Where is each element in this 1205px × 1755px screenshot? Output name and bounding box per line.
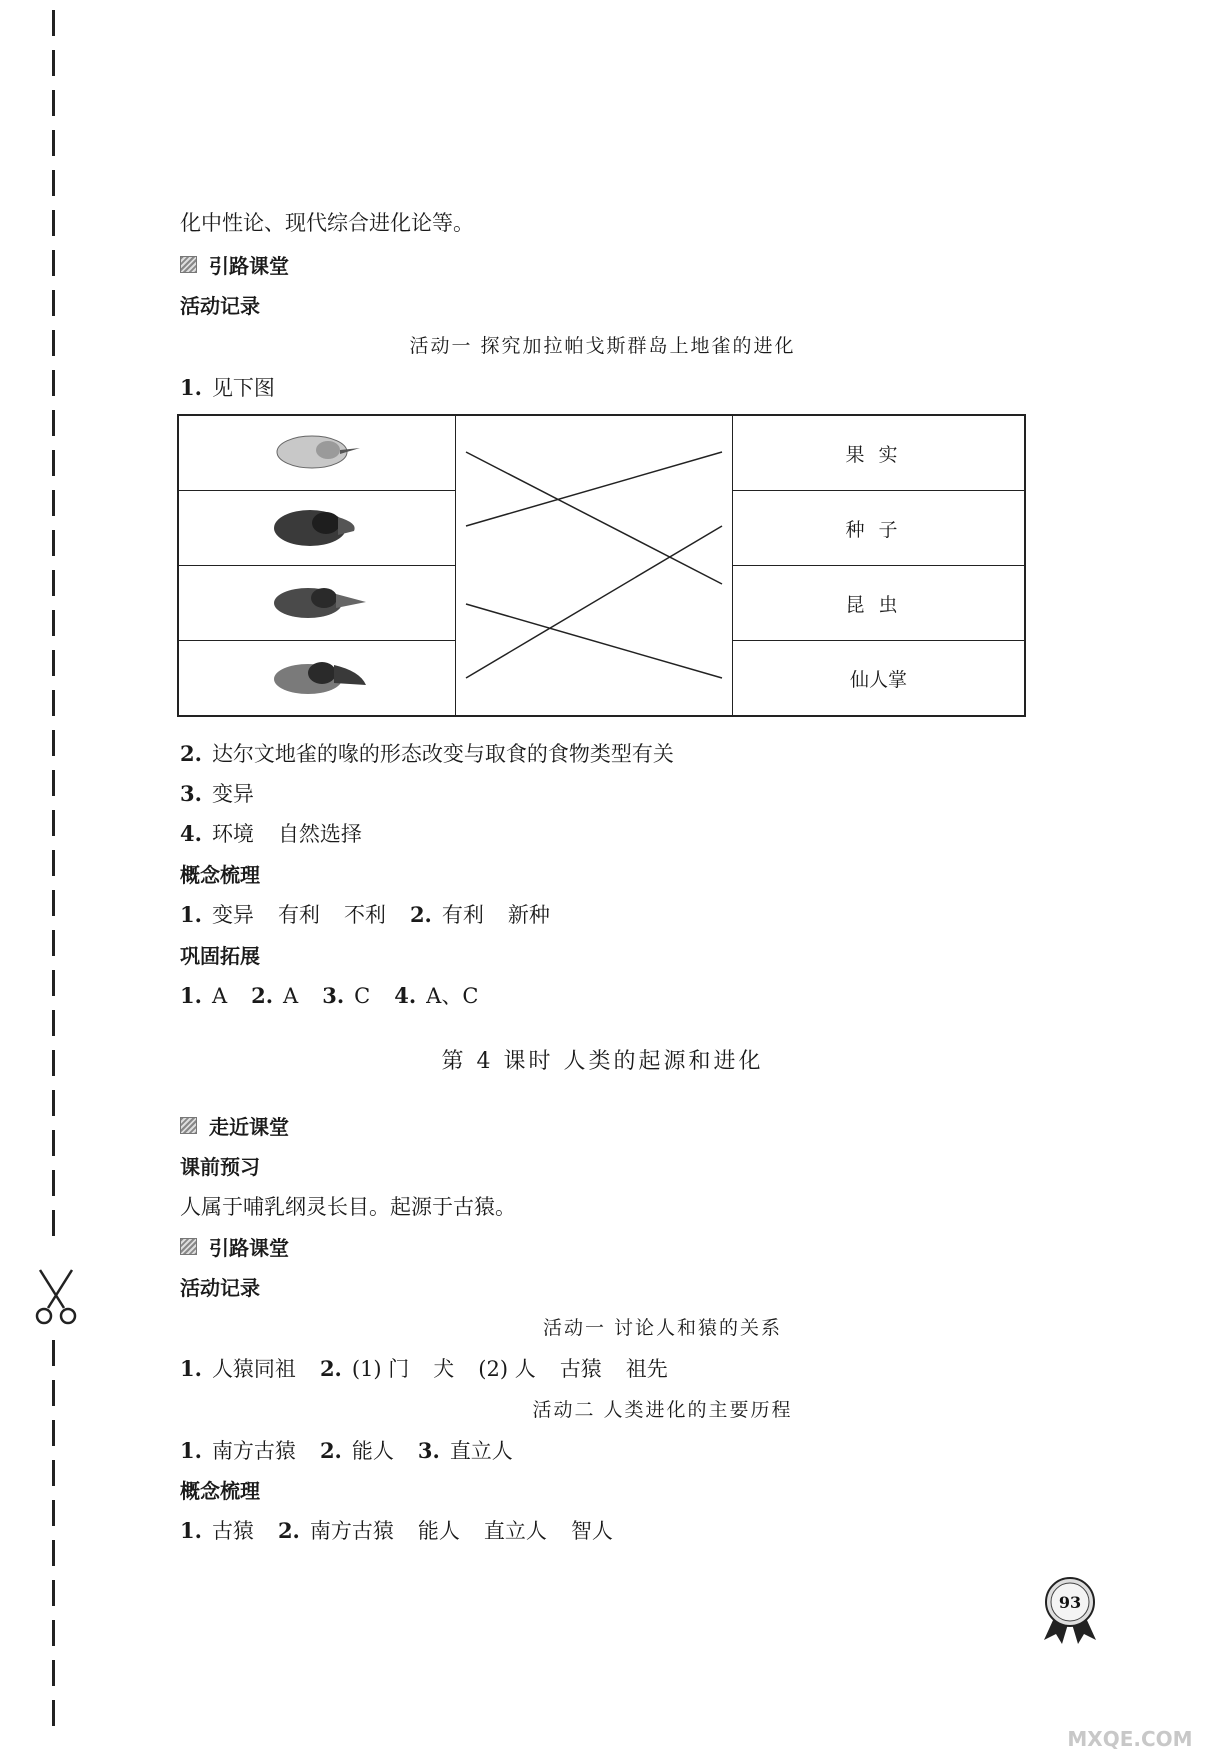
sub-header-activity-record: 活动记录 bbox=[180, 294, 260, 318]
food-cell: 种子 bbox=[733, 491, 1026, 566]
consolidate-answers bbox=[180, 980, 478, 1010]
page-number-badge bbox=[1040, 1574, 1100, 1644]
lesson-title: 第 4 课时 人类的起源和进化 bbox=[441, 1049, 764, 1074]
activity1-answers bbox=[180, 1353, 668, 1383]
answer-text: 自然选择 bbox=[277, 822, 362, 846]
square-icon bbox=[180, 256, 197, 273]
item-number: 2. bbox=[277, 1518, 300, 1543]
concept-answers bbox=[180, 899, 550, 929]
answer-text: 有利 bbox=[277, 903, 320, 927]
item-number: 2. bbox=[409, 902, 432, 927]
concept-answers-2 bbox=[180, 1515, 613, 1545]
item-number: 1. bbox=[180, 375, 202, 400]
item-number: 2. bbox=[319, 1356, 342, 1381]
bird-cell bbox=[178, 415, 456, 491]
square-icon bbox=[180, 1117, 197, 1134]
finch-beak-slender-icon bbox=[262, 426, 372, 476]
section-header-guide-2 bbox=[180, 1232, 289, 1261]
watermark-text: MXQE.COM bbox=[1067, 1727, 1193, 1751]
bird-cell bbox=[178, 491, 456, 566]
section-header-approach bbox=[180, 1111, 289, 1140]
answer-text: 不利 bbox=[343, 903, 386, 927]
item-number: 2. bbox=[319, 1438, 342, 1463]
answer-text: 达尔文地雀的喙的形态改变与取食的食物类型有关 bbox=[211, 742, 674, 766]
activity-title-3: 活动二 人类进化的主要历程 bbox=[532, 1399, 793, 1421]
answer-text: (2) 人 bbox=[478, 1357, 536, 1381]
page-number: 93 bbox=[1058, 1593, 1082, 1612]
item-number: 1. bbox=[180, 1438, 202, 1463]
matching-lines bbox=[456, 416, 732, 713]
watermark-logo bbox=[1060, 1682, 1200, 1752]
square-icon bbox=[180, 1238, 197, 1255]
answer-text: 环境 bbox=[211, 822, 254, 846]
answer-text: 变异 bbox=[211, 782, 254, 806]
section-header-guide bbox=[180, 250, 289, 279]
answer-line-1 bbox=[180, 372, 275, 402]
food-cell: 果实 bbox=[733, 415, 1026, 491]
answer-text: 直立人 bbox=[449, 1439, 513, 1463]
answer-text: 古猿 bbox=[559, 1357, 602, 1381]
item-number: 1. bbox=[180, 902, 202, 927]
answer-text: 祖先 bbox=[625, 1357, 668, 1381]
answer-text: C bbox=[354, 984, 371, 1008]
matching-table bbox=[177, 414, 1026, 717]
section-header-label: 引路课堂 bbox=[209, 254, 289, 278]
bird-cell bbox=[178, 641, 456, 717]
sub-header-activity-record-2: 活动记录 bbox=[180, 1276, 260, 1300]
preview-text: 人属于哺乳纲灵长目。起源于古猿。 bbox=[180, 1195, 516, 1219]
item-number: 1. bbox=[180, 1518, 202, 1543]
sub-header-consolidate: 巩固拓展 bbox=[180, 944, 260, 968]
item-number: 1. bbox=[180, 1356, 202, 1381]
answer-text: 古猿 bbox=[211, 1519, 254, 1543]
answer-text: 人猿同祖 bbox=[211, 1357, 296, 1381]
answer-text: 新种 bbox=[507, 903, 550, 927]
answer-text: (1) 门 bbox=[351, 1357, 410, 1381]
answer-text: 直立人 bbox=[483, 1519, 547, 1543]
answer-text: 智人 bbox=[570, 1519, 613, 1543]
item-number: 1. bbox=[180, 983, 202, 1008]
item-number: 3. bbox=[417, 1438, 440, 1463]
answer-text: 能人 bbox=[351, 1439, 394, 1463]
answer-text: 南方古猿 bbox=[309, 1519, 394, 1543]
answer-text: 南方古猿 bbox=[211, 1439, 296, 1463]
answer-text: A bbox=[283, 984, 299, 1008]
answer-line-3 bbox=[180, 778, 254, 808]
answer-line-4 bbox=[180, 818, 362, 848]
activity-title-2: 活动一 讨论人和猿的关系 bbox=[542, 1317, 783, 1339]
answer-text: 犬 bbox=[433, 1357, 455, 1381]
food-cell: 仙人掌 bbox=[733, 641, 1026, 717]
answer-text: A、C bbox=[426, 984, 479, 1008]
finch-beak-long-icon bbox=[262, 651, 372, 701]
answer-text: 能人 bbox=[417, 1519, 460, 1543]
intro-line: 化中性论、现代综合进化论等。 bbox=[180, 211, 474, 235]
item-number: 4. bbox=[394, 983, 417, 1008]
answer-text: A bbox=[211, 984, 228, 1008]
item-number: 3. bbox=[180, 781, 202, 806]
finch-beak-thick-icon bbox=[262, 501, 372, 551]
answer-line-2 bbox=[180, 738, 674, 768]
sub-header-concepts: 概念梳理 bbox=[180, 863, 260, 887]
item-number: 2. bbox=[251, 983, 274, 1008]
food-cell: 昆虫 bbox=[733, 566, 1026, 641]
activity-title: 活动一 探究加拉帕戈斯群岛上地雀的进化 bbox=[409, 335, 796, 357]
finch-beak-medium-icon bbox=[262, 576, 372, 626]
section-header-label: 引路课堂 bbox=[209, 1236, 289, 1260]
sub-header-concepts-2: 概念梳理 bbox=[180, 1479, 260, 1503]
section-header-label: 走近课堂 bbox=[209, 1115, 289, 1139]
answer-text: 变异 bbox=[211, 903, 254, 927]
sub-header-preview: 课前预习 bbox=[180, 1155, 260, 1179]
item-number: 4. bbox=[180, 821, 202, 846]
item-number: 3. bbox=[322, 983, 345, 1008]
answer-text: 见下图 bbox=[211, 376, 275, 400]
activity2-answers bbox=[180, 1435, 513, 1465]
connection-cell bbox=[456, 415, 733, 716]
answer-text: 有利 bbox=[441, 903, 484, 927]
bird-cell bbox=[178, 566, 456, 641]
item-number: 2. bbox=[180, 741, 202, 766]
